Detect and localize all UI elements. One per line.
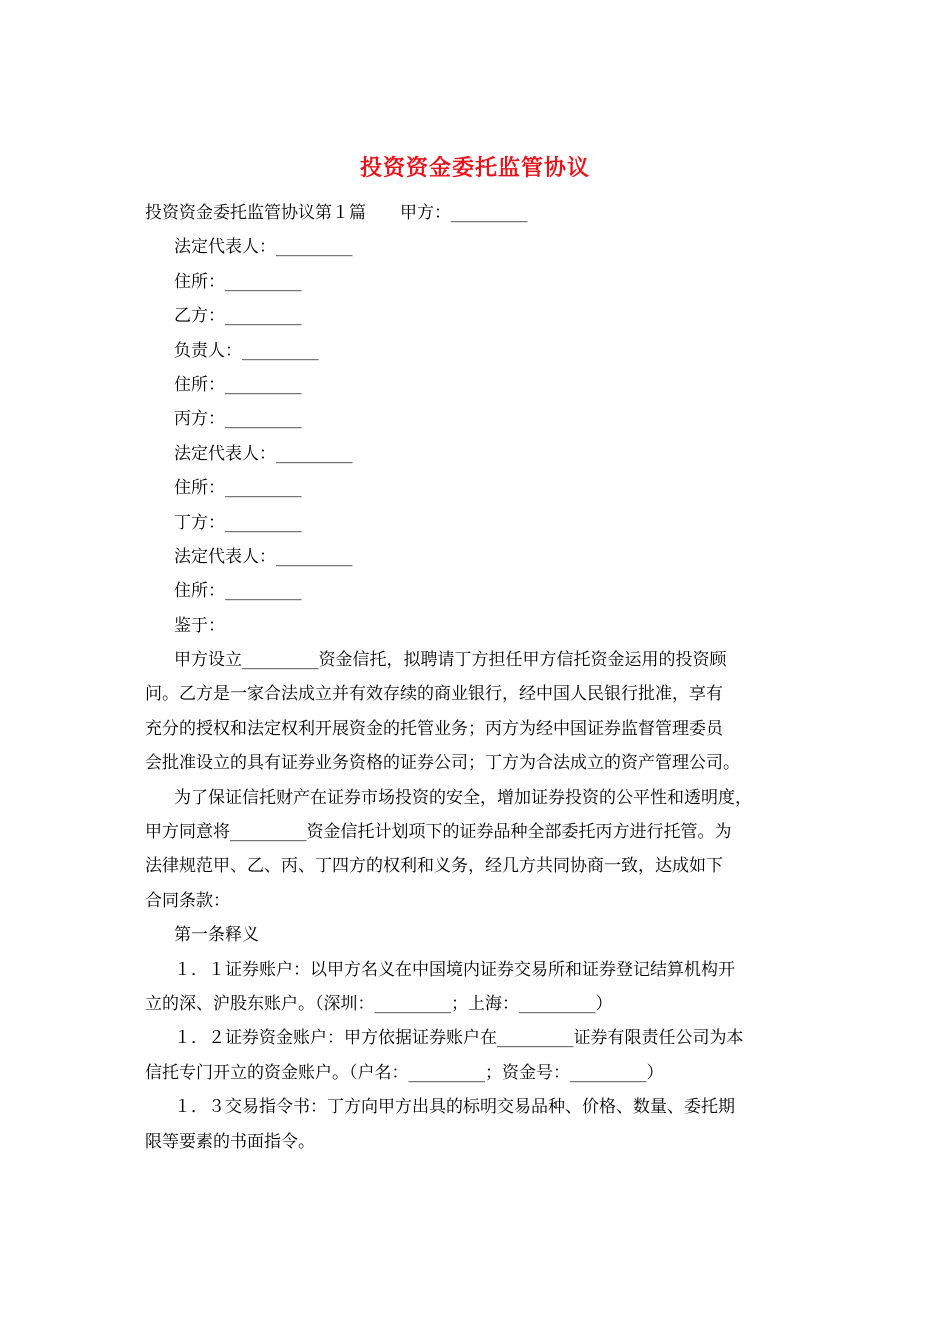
text-line: 立的深、沪股东账户。（深圳：_________；上海：_________） xyxy=(145,993,613,1014)
text-line: 丁方：_________ xyxy=(174,512,302,533)
text-line: 信托专门开立的资金账户。（户名：_________；资金号：_________） xyxy=(145,1062,664,1083)
text-line: 法定代表人：_________ xyxy=(174,237,353,258)
document-title: 投资资金委托监管协议 xyxy=(359,155,590,181)
text-line: １．１证券账户：以甲方名义在中国境内证券交易所和证券登记结算机构开 xyxy=(174,959,735,980)
text-line: 法律规范甲、乙、丙、丁四方的权利和义务，经几方共同协商一致，达成如下 xyxy=(145,856,723,877)
text-line: 住所：_________ xyxy=(174,478,302,499)
text-line: 甲方设立_________资金信托，拟聘请丁方担任甲方信托资金运用的投资顾 xyxy=(174,650,727,671)
document-body xyxy=(145,196,810,1159)
text-line: 乙方：_________ xyxy=(174,306,302,327)
text-line: 法定代表人：_________ xyxy=(174,546,353,567)
text-line: 投资资金委托监管协议第１篇 甲方：_________ xyxy=(145,203,528,223)
text-line: １．３交易指令书：丁方向甲方出具的标明交易品种、价格、数量、委托期 xyxy=(174,1097,735,1118)
text-line: 合同条款： xyxy=(145,890,230,911)
text-line: 住所：_________ xyxy=(174,374,302,395)
text-line: 问。乙方是一家合法成立并有效存续的商业银行，经中国人民银行批准，享有 xyxy=(145,684,723,705)
text-line: 为了保证信托财产在证券市场投资的安全，增加证券投资的公平性和透明度， xyxy=(174,787,752,808)
text-line: 第一条释义 xyxy=(174,925,259,946)
text-line: 负责人：_________ xyxy=(174,340,319,361)
text-line: 住所：_________ xyxy=(174,581,302,602)
text-line: 限等要素的书面指令。 xyxy=(145,1131,315,1152)
text-line: 会批准设立的具有证券业务资格的证券公司；丁方为合法成立的资产管理公司。 xyxy=(145,753,740,774)
text-line: 甲方同意将_________资金信托计划项下的证券品种全部委托丙方进行托管。为 xyxy=(145,822,732,843)
text-line: 充分的授权和法定权利开展资金的托管业务；丙方为经中国证券监督管理委员 xyxy=(145,718,723,739)
text-line: 丙方：_________ xyxy=(174,409,302,430)
text-line: 住所：_________ xyxy=(174,271,302,292)
text-line: １．２证券资金账户：甲方依据证券账户在_________证券有限责任公司为本 xyxy=(174,1028,744,1049)
text-line: 鉴于： xyxy=(174,615,225,636)
text-line: 法定代表人：_________ xyxy=(174,443,353,464)
